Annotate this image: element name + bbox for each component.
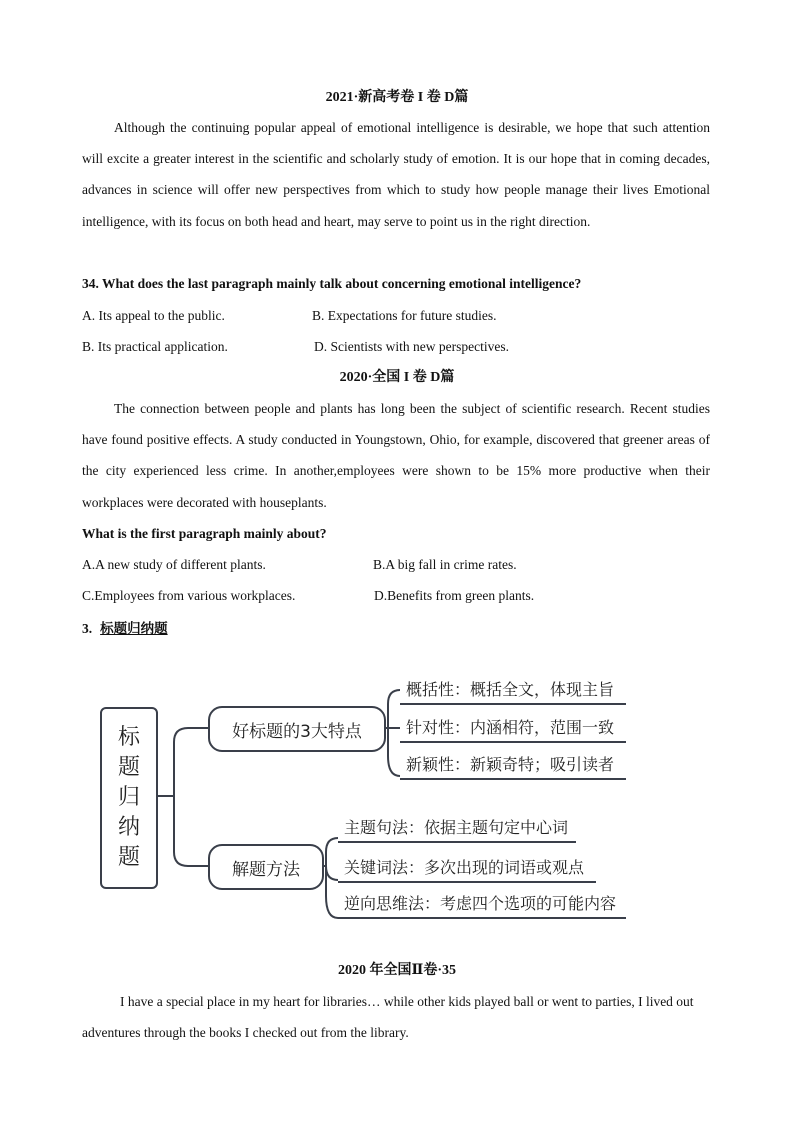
mindmap-root-char: 题 <box>117 755 140 780</box>
mindmap-leaf: 主题句法：依据主题句定中心词 <box>344 818 569 837</box>
section2-question: What is the first paragraph mainly about? <box>82 526 327 541</box>
section2-option-d: D.Benefits from green plants. <box>374 588 535 603</box>
section1-paragraph: Although the continuing popular appeal of emotional intelligence is desirable, we hope that such attention will excite a greater interest in the scientific and scholarly study of emotion. It is our hope that in coming decades, advances in science will offer new perspectives from which to study how people manage their lives Emotional intelligence, with its focus on both head and heart, may serve to point us in the right direction. <box>82 120 710 229</box>
mindmap-branch-methods <box>208 844 324 890</box>
mindmap-leaf: 逆向思维法：考虑四个选项的可能内容 <box>344 894 617 913</box>
mindmap-leaf: 新颖性：新颖奇特；吸引读者 <box>406 755 615 774</box>
mindmap-leaf: 关键词法：多次出现的词语或观点 <box>344 858 585 877</box>
section1-question: 34. What does the last paragraph mainly talk about concerning emotional intelligence? <box>82 276 582 291</box>
section1-option-b: B. Expectations for future studies. <box>312 308 497 323</box>
mindmap-root-char: 归 <box>117 785 140 810</box>
mindmap-root <box>100 707 158 889</box>
section4-heading: 2020 年全国Ⅱ卷·35 <box>338 963 456 978</box>
section1-heading: 2021·新高考卷 I 卷 D篇 <box>325 90 469 105</box>
mindmap-branch-methods-label: 解题方法 <box>232 859 300 880</box>
section3-number: 3. <box>82 621 93 636</box>
section2-heading: 2020·全国 I 卷 D篇 <box>339 370 455 385</box>
mindmap-root-char: 题 <box>117 845 140 870</box>
mindmap-root-char: 标 <box>117 725 140 750</box>
mindmap-branch-features <box>208 706 386 752</box>
section2-option-c: C.Employees from various workplaces. <box>82 588 296 603</box>
section1-option-a: A. Its appeal to the public. <box>82 308 225 323</box>
mindmap-leaf: 针对性：内涵相符，范围一致 <box>406 718 615 737</box>
section2-option-b: B.A big fall in crime rates. <box>373 557 517 572</box>
section3-title: 标题归纳题 <box>100 621 168 636</box>
section2-option-a: A.A new study of different plants. <box>82 557 266 572</box>
section4-paragraph: I have a special place in my heart for libraries… while other kids played ball or went to parties, I lived out adventures through the books I checked out from the library. <box>82 994 694 1041</box>
mindmap-root-char: 纳 <box>117 815 140 840</box>
section1-option-c: B. Its practical application. <box>82 339 228 354</box>
mindmap-branch-features-label: 好标题的3大特点 <box>232 721 362 742</box>
section2-paragraph: The connection between people and plants has long been the subject of scientific research. Recent studies have found positive effects. A study conducted in Youngstown, Ohio, for example, discovered that greener areas of the city experienced less crime. In another,employees were shown to be 15% more productive when their workplaces were decorated with houseplants. <box>82 401 710 510</box>
section1-option-d: D. Scientists with new perspectives. <box>314 339 509 354</box>
mindmap-leaf: 概括性：概括全文，体现主旨 <box>406 680 615 699</box>
